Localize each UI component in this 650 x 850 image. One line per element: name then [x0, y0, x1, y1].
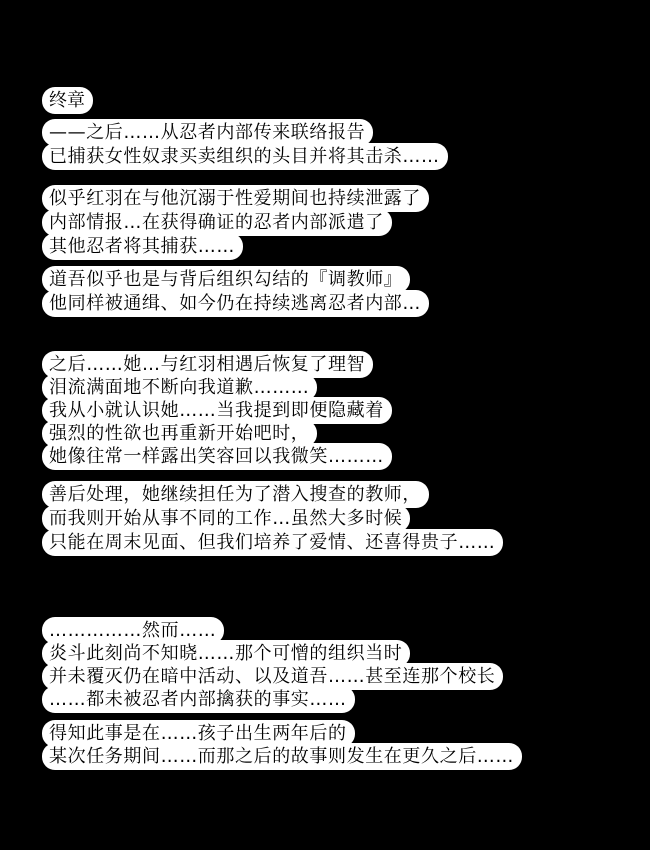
text-line: 只能在周末见面、但我们培养了爱情、还喜得贵子…… [44, 531, 501, 554]
text-line: 内部情报…在获得确证的忍者内部派遣了 [44, 211, 390, 234]
text-line: 她像往常一样露出笑容回以我微笑……… [44, 445, 390, 468]
text-line: ——之后……从忍者内部传来联络报告 [44, 121, 371, 144]
text-line: 其他忍者将其捕获…… [44, 235, 241, 258]
text-line: 某次任务期间……而那之后的故事则发生在更久之后…… [44, 745, 520, 768]
text-line: 善后处理，她继续担任为了潜入搜查的教师， [44, 483, 427, 506]
text-line: 炎斗此刻尚不知晓……那个可憎的组织当时 [44, 642, 408, 665]
text-line: 得知此事是在……孩子出生两年后的 [44, 722, 353, 745]
text-line: 而我则开始从事不同的工作…虽然大多时候 [44, 507, 408, 530]
text-line: 我从小就认识她……当我提到即便隐藏着 [44, 399, 390, 422]
text-line: 道吾似乎也是与背后组织勾结的『调教师』 [44, 268, 408, 291]
text-line: 并未覆灭仍在暗中活动、以及道吾……甚至连那个校长 [44, 665, 501, 688]
text-line: ……都未被忍者内部擒获的事实…… [44, 688, 353, 711]
text-line: 已捕获女性奴隶买卖组织的头目并将其击杀…… [44, 145, 446, 168]
text-line: 之后……她…与红羽相遇后恢复了理智 [44, 353, 371, 376]
text-line: ……………然而…… [44, 619, 222, 642]
text-line: 泪流满面地不断向我道歉……… [44, 376, 315, 399]
text-line: 强烈的性欲也再重新开始吧时， [44, 422, 315, 445]
text-line: 他同样被通缉、如今仍在持续逃离忍者内部… [44, 292, 427, 315]
text-line: 似乎红羽在与他沉溺于性爱期间也持续泄露了 [44, 187, 427, 210]
chapter-title: 终章 [44, 89, 91, 112]
